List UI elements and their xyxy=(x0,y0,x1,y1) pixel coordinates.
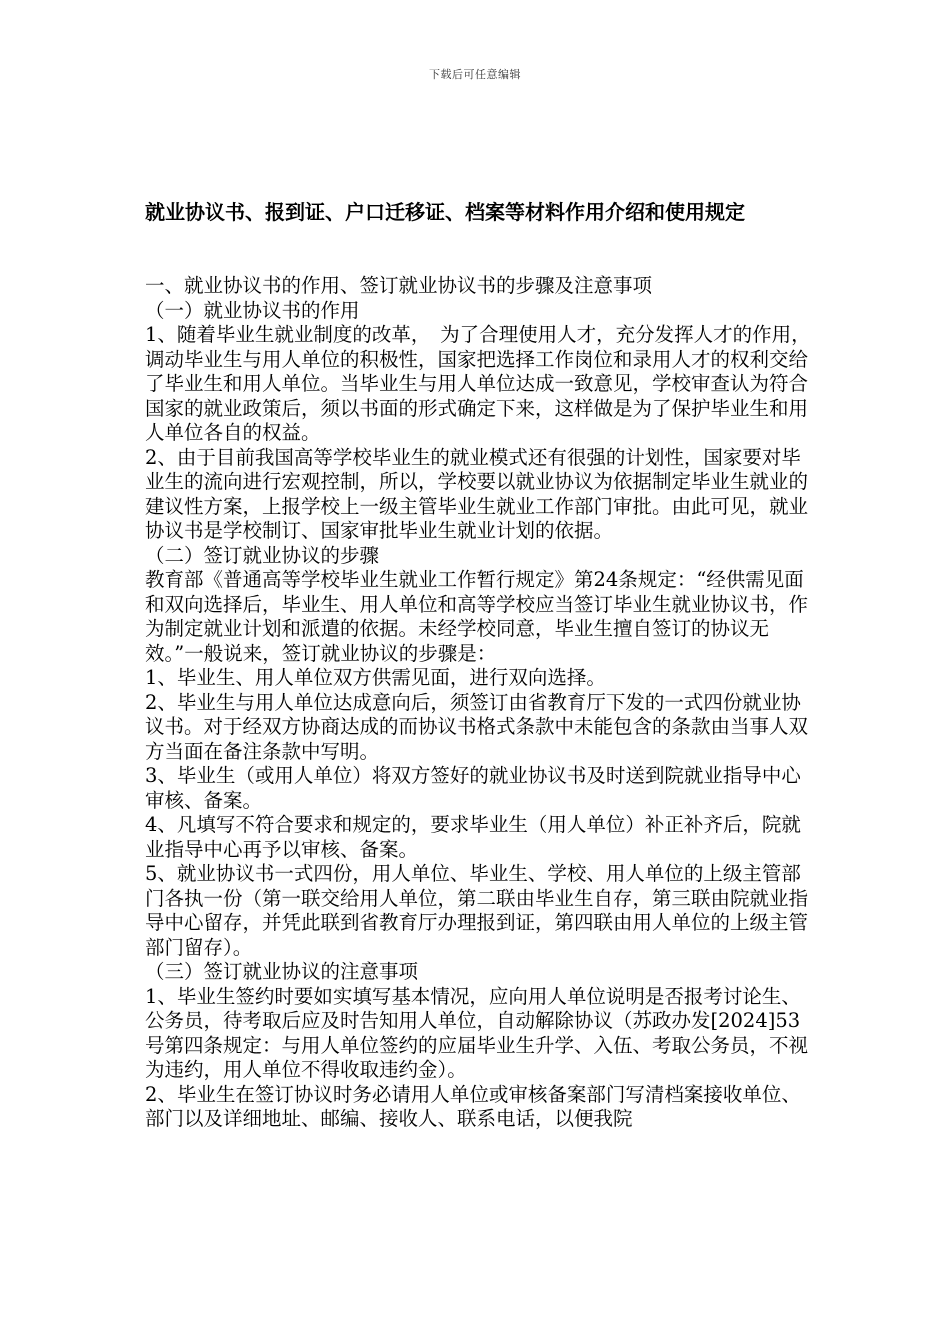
document-body xyxy=(145,274,817,1132)
list-item: 1、毕业生、用人单位双方供需见面，进行双向选择。 xyxy=(145,666,606,689)
page-header-note: 下载后可任意编辑 xyxy=(429,68,521,81)
paragraph: 1、随着毕业生就业制度的改革， 为了合理使用人才，充分发挥人才的作用，调动毕业生与用人单位的积极性，国家把选择工作岗位和录用人才的权利交给了毕业生和用人单位。当毕业生与用人单位达成一致意见，学校审查认为符合国家的就业政策后，须以书面的形式确定下来，这样做是为了保护毕业生和用人单位各自的权益。 xyxy=(145,323,811,444)
subsection-heading-2: （二）签订就业协议的步骤 xyxy=(145,543,380,567)
paragraph: 教育部《普通高等学校毕业生就业工作暂行规定》第24条规定：“经供需见面和双向选择后，毕业生、用人单位和高等学校应当签订毕业生就业协议书，作为制定就业计划和派遣的依据。未经学校同意，毕业生擅自签订的协议无效。”一般说来，签订就业协议的步骤是： xyxy=(145,568,809,665)
list-item: 2、毕业生与用人单位达成意向后，须签订由省教育厅下发的一式四份就业协议书。对于经双方协商达成的而协议书格式条款中未能包含的条款由当事人双方当面在备注条款中写明。 xyxy=(145,690,809,763)
subsection-heading-3: （三）签订就业协议的注意事项 xyxy=(145,960,419,983)
list-item: 4、凡填写不符合要求和规定的，要求毕业生（用人单位）补正补齐后，院就业指导中心再予以审核、备案。 xyxy=(145,813,801,861)
list-item: 3、毕业生（或用人单位）将双方签好的就业协议书及时送到院就业指导中心审核、备案。 xyxy=(145,764,801,812)
list-item: 1、毕业生签约时要如实填写基本情况，应向用人单位说明是否报考讨论生、公务员，待考取后应及时告知用人单位，自动解除协议（苏政办发[2024]53号第四条规定：与用人单位签约的应届毕业生升学、入伍、考取公务员，不视为违约，用人单位不得收取违约金）。 xyxy=(145,984,809,1081)
paragraph: 2、由于目前我国高等学校毕业生的就业模式还有很强的计划性，国家要对毕业生的流向进行宏观控制，所以，学校要以就业协议为依据制定毕业生就业的建议性方案，上报学校上一级主管毕业生就业工作部门审批。由此可见，就业协议书是学校制订、国家审批毕业生就业计划的依据。 xyxy=(145,445,809,542)
section-heading-1: 一、就业协议书的作用、签订就业协议书的步骤及注意事项 xyxy=(145,274,653,297)
document-title: 就业协议书、报到证、户口迁移证、档案等材料作用介绍和使用规定 xyxy=(145,200,745,224)
list-item: 2、毕业生在签订协议时务必请用人单位或审核备案部门写清档案接收单位、部门以及详细地址、邮编、接收人、联系电话，以便我院 xyxy=(145,1082,801,1130)
subsection-heading-1: （一）就业协议书的作用 xyxy=(145,298,360,322)
list-item: 5、就业协议书一式四份，用人单位、毕业生、学校、用人单位的上级主管部门各执一份（第一联交给用人单位，第二联由毕业生自存，第三联由院就业指导中心留存，并凭此联到省教育厅办理报到证，第四联由用人单位的上级主管部门留存）。 xyxy=(145,862,809,959)
